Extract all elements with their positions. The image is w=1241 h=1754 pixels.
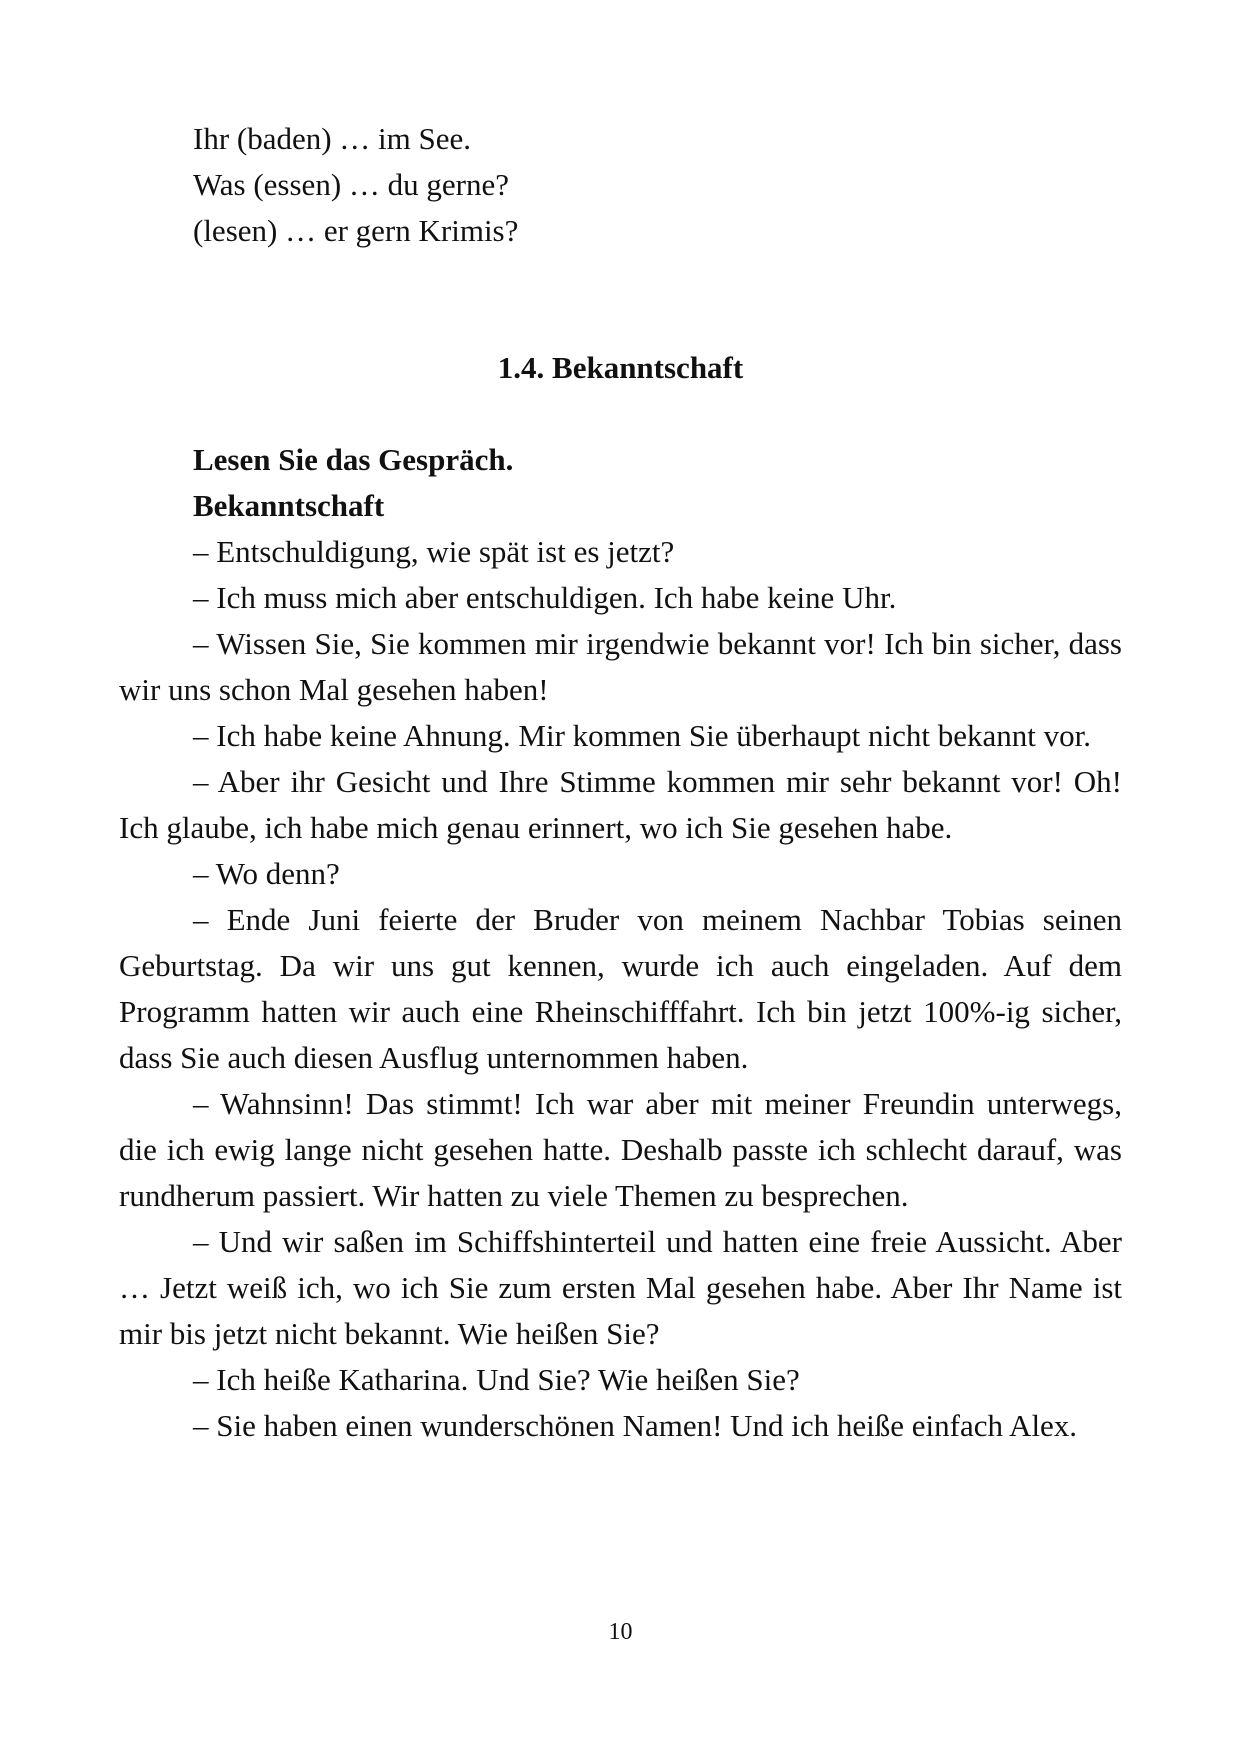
dialogue-line: – Ich heiße Katharina. Und Sie? Wie heißen Sie? bbox=[193, 1362, 800, 1397]
page-number: 10 bbox=[608, 1619, 633, 1645]
instruction-heading: Lesen Sie das Gespräch. bbox=[193, 442, 514, 477]
dialogue-line: – Ich muss mich aber entschuldigen. Ich habe keine Uhr. bbox=[193, 580, 897, 615]
dialogue-line: – Aber ihr Gesicht und Ihre Stimme kommen mir sehr bekannt vor! Oh! Ich glaube, ich habe mich genau erinnert, wo ich Sie gesehen habe. bbox=[119, 764, 1122, 845]
dialogue-line: – Entschuldigung, wie spät ist es jetzt? bbox=[193, 534, 675, 569]
dialogue-line: – Ich habe keine Ahnung. Mir kommen Sie überhaupt nicht bekannt vor. bbox=[193, 718, 1091, 753]
dialogue-line: – Wahnsinn! Das stimmt! Ich war aber mit meiner Freundin unterwegs, die ich ewig lange nicht gesehen hatte. Deshalb passte ich schlecht darauf, was rundherum passiert. Wir hatten zu viele Themen zu besprechen. bbox=[119, 1086, 1122, 1213]
dialogue-line: – Sie haben einen wunderschönen Namen! Und ich heiße einfach Alex. bbox=[193, 1408, 1078, 1443]
dialogue-line: – Wissen Sie, Sie kommen mir irgendwie bekannt vor! Ich bin sicher, dass wir uns schon Mal gesehen haben! bbox=[119, 626, 1122, 707]
section-title: 1.4. Bekanntschaft bbox=[497, 350, 744, 385]
dialogue-line: – Ende Juni feierte der Bruder von meinem Nachbar Tobias seinen Geburtstag. Da wir uns gut kennen, wurde ich auch eingeladen. Auf dem Programm hatten wir auch eine Rheinschifffahrt. Ich bin jetzt 100%-ig sicher, dass Sie auch diesen Ausflug unternommen haben. bbox=[119, 902, 1122, 1075]
dialogue-line: – Wo denn? bbox=[193, 856, 340, 891]
exercise-line: Was (essen) … du gerne? bbox=[193, 167, 509, 202]
dialogue-body bbox=[119, 437, 1122, 1449]
exercise-line: Ihr (baden) … im See. bbox=[193, 121, 472, 156]
exercise-line: (lesen) … er gern Krimis? bbox=[193, 213, 519, 248]
dialogue-title: Bekanntschaft bbox=[193, 488, 385, 523]
dialogue-line: – Und wir saßen im Schiffshinterteil und hatten eine freie Aussicht. Aber … Jetzt weiß ich, wo ich Sie zum ersten Mal gesehen habe. Aber Ihr Name ist mir bis jetzt nicht bekannt. Wie heißen Sie? bbox=[119, 1224, 1122, 1351]
exercise-block bbox=[193, 116, 1093, 254]
